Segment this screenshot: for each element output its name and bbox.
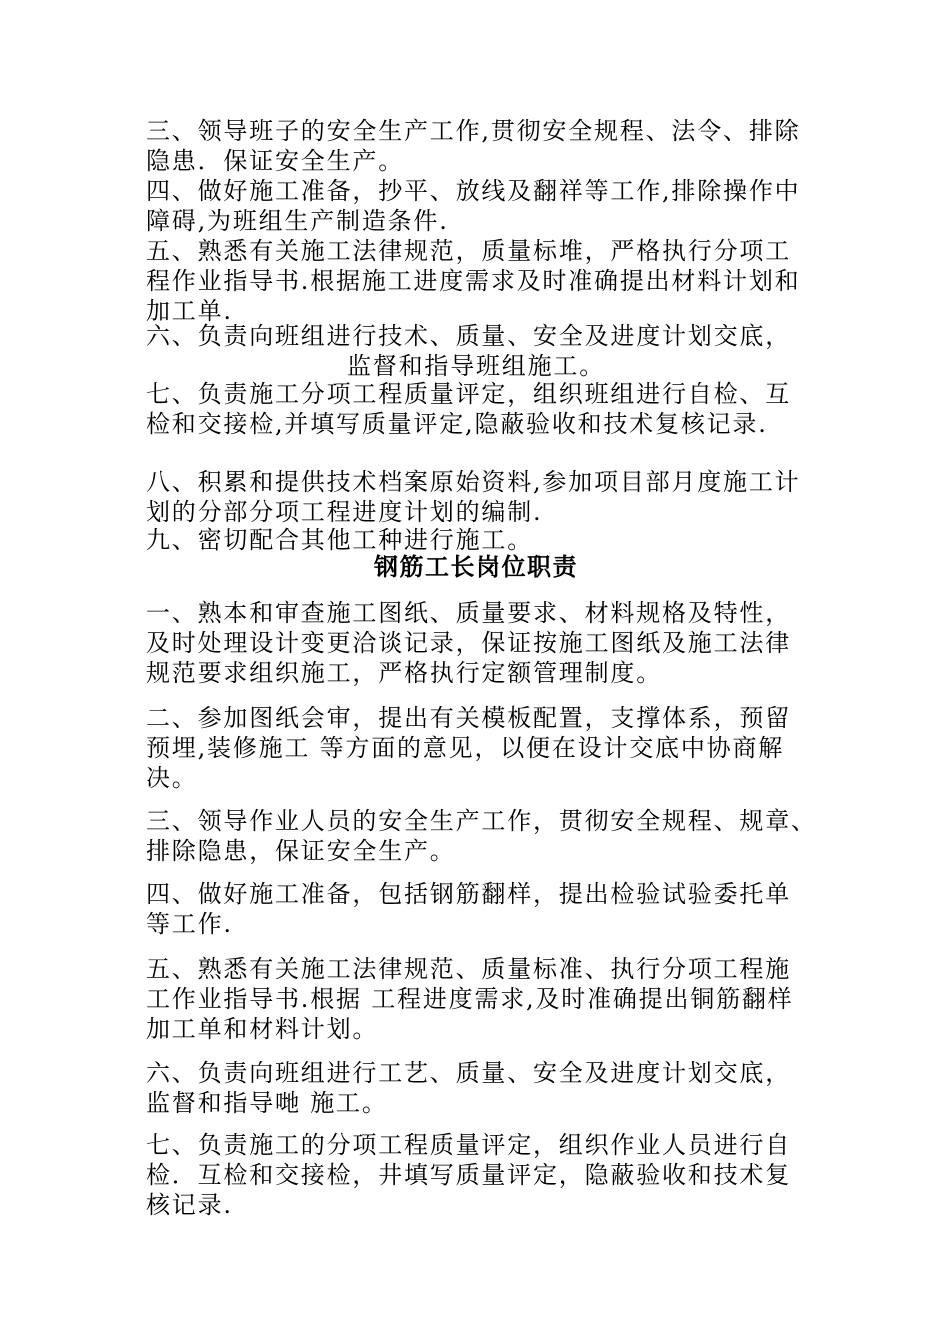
text-line: 排除隐患，保证安全生产。 (146, 837, 456, 865)
text-line: 规范要求组织施工，严格执行定额管理制度。 (146, 659, 662, 687)
paragraph-s2-item2 (146, 703, 806, 793)
paragraph-s1-item8 (146, 467, 806, 527)
text-line: 划的分部分项工程进度计划的编制. (146, 498, 543, 526)
text-line: 六、负责向班组进行工艺、质量、安全及进度计划交底， (146, 1059, 791, 1087)
text-line: 核记录. (146, 1191, 233, 1219)
text-line: 及时处理设计变更洽谈记录，保证按施工图纸及施工法律 (146, 629, 791, 657)
text-line: 三、领导作业人员的安全生产工作，贯彻安全规程、规章、 (146, 807, 817, 835)
text-line: 加工单和材料计划。 (146, 1015, 379, 1043)
text-line: 检．互检和交接检，井填写质量评定，隐蔽验收和技术复 (146, 1161, 791, 1189)
section-title: 钢筋工长岗位职责 (374, 552, 578, 581)
text-line: 隐患．保证安全生产。 (146, 147, 404, 175)
text-line: 监督和指导班组施工。 (347, 352, 605, 380)
text-line: 三、领导班子的安全生产工作,贯彻安全规程、法令、排除 (146, 117, 801, 145)
text-line: 检和交接检,并填写质量评定,隐蔽验收和技术复核记录. (146, 410, 768, 438)
paragraph-s2-item7 (146, 1130, 806, 1220)
text-line: 八、积累和提供技术档案原始资料,参加项目部月度施工计 (146, 468, 801, 496)
text-line: 加工单. (146, 297, 233, 325)
paragraph-s2-item1 (146, 598, 806, 688)
text-line: 工作业指导书.根据 工程进度需求,及时准确提出铜筋翻样 (146, 985, 794, 1013)
text-line: 程作业指导书.根据施工进度需求及时准确提出材料计划和 (146, 267, 801, 295)
paragraph-s2-item5 (146, 954, 806, 1044)
text-line: 障碍,为班组生产制造条件. (146, 207, 449, 235)
text-line: 七、负责施工分项工程质量评定，组织班组进行自检、互 (146, 380, 791, 408)
text-line: 九、密切配合其他工种进行施工。 (146, 526, 533, 554)
paragraph-s2-item6 (146, 1058, 806, 1118)
text-line: 监督和指导哋 施工。 (146, 1089, 388, 1117)
text-line: 五、熟悉有关施工法律规范、质量标准、执行分项工程施 (146, 955, 791, 983)
paragraph-s1-item6 (146, 321, 806, 381)
paragraph-s2-item4 (146, 879, 806, 939)
text-line: 五、熟悉有关施工法律规范，质量标堆，严格执行分项工 (146, 237, 791, 265)
text-line: 预埋,装修施工 等方面的意见，以便在设计交底中协商解 (146, 734, 785, 762)
paragraph-s1-item7 (146, 379, 806, 439)
text-line: 等工作. (146, 910, 233, 938)
text-line: 四、做好施工准备，包括钢筋翻样，提出检验试验委托单 (146, 880, 791, 908)
paragraph-s1-item4 (146, 176, 806, 236)
text-line: 四、做好施工准备，抄平、放线及翻祥等工作,排除操作中 (146, 177, 801, 205)
paragraph-s1-item5 (146, 236, 806, 326)
text-line: 二、参加图纸会审，提出有关模板配置，支撑体系，预留 (146, 704, 791, 732)
paragraph-s1-item9 (146, 525, 806, 555)
paragraph-s1-item3 (146, 116, 806, 176)
text-line: 一、熟本和审查施工图纸、质量要求、材料规格及特性， (146, 599, 791, 627)
text-line: 决。 (146, 764, 198, 792)
paragraph-s2-item3 (146, 806, 817, 866)
text-line: 六、负责向班组进行技术、质量、安全及进度计划交底， (146, 322, 791, 350)
text-line: 七、负责施工的分项工程质量评定，组织作业人员进行自 (146, 1131, 791, 1159)
